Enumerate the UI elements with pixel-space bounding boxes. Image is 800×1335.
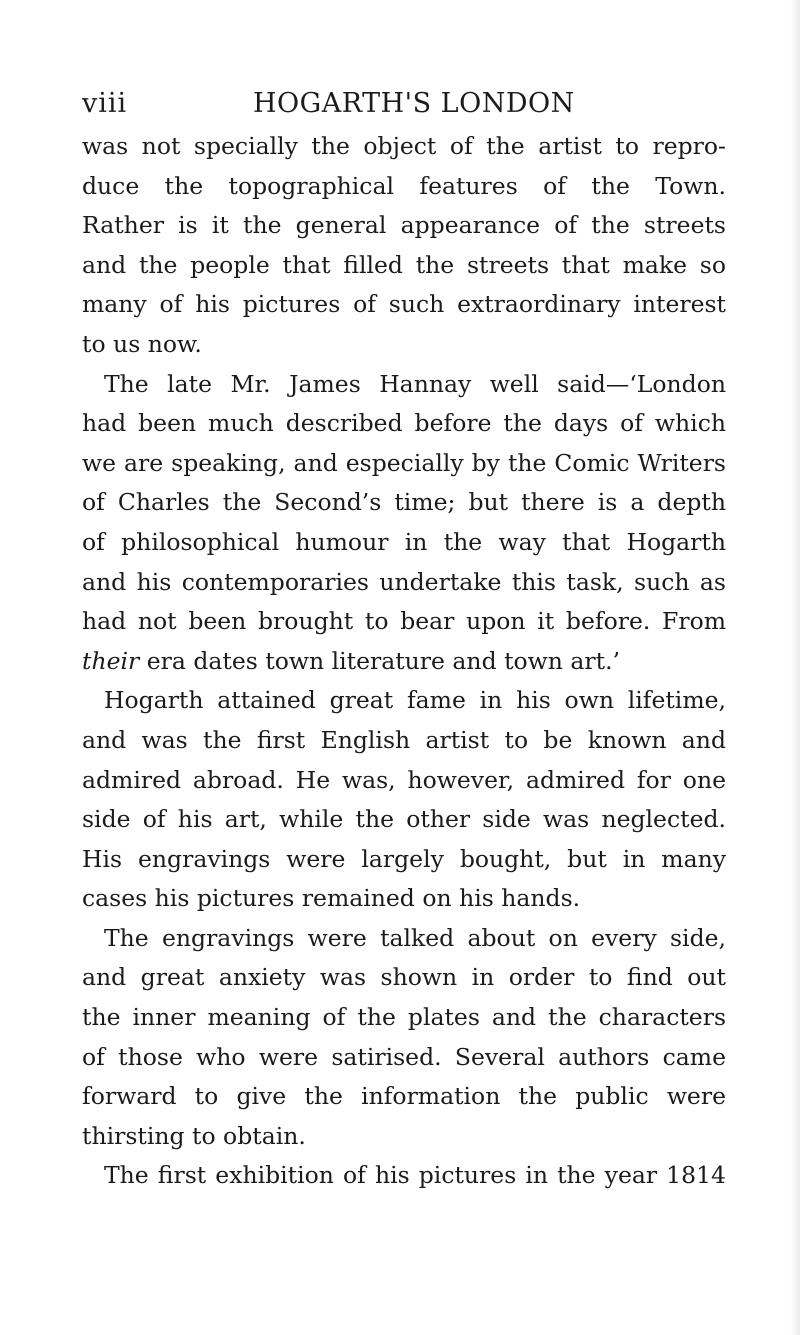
italic-word: their [82,646,140,675]
text-line: side of his art, while the other side was neglected. [82,805,726,834]
text-line: of Charles the Second’s time; but there is a depth [82,488,726,517]
text-line: and was the first English artist to be known and [82,725,726,754]
text-line: duce the topographical features of the Town. [82,171,726,200]
running-title: HOGARTH'S LONDON [253,88,575,119]
text-line: had been much described before the days of which [82,409,726,438]
running-head [82,88,722,128]
paragraph-end-line [82,642,726,682]
text-line: we are speaking, and especially by the Comic Writers [82,448,726,477]
paragraph-start-line: The first exhibition of his pictures in the year 1814 [104,1161,726,1190]
text-line: had not been brought to bear upon it before. From [82,607,726,636]
paragraph-end-line: thirsting to obtain. [82,1121,306,1150]
text-line: Rather is it the general appearance of the streets [82,211,726,240]
body-text [82,127,726,1196]
text-line: and the people that filled the streets that make so [82,250,726,279]
text-line: many of his pictures of such extraordinary interest [82,290,726,319]
text-line: admired abroad. He was, however, admired for one [82,765,726,794]
line-remainder: era dates town literature and town art.’ [146,646,621,675]
text-line: forward to give the information the public were [82,1082,726,1111]
paragraph-start-line: The engravings were talked about on every side, [104,923,726,952]
text-line: the inner meaning of the plates and the characters [82,1003,726,1032]
text-line: of philosophical humour in the way that Hogarth [82,527,726,556]
text-line: of those who were satirised. Several authors came [82,1042,726,1071]
paragraph-start-line: Hogarth attained great fame in his own lifetime, [104,686,726,715]
page-edge-shadow [790,0,800,1335]
text-line: and great anxiety was shown in order to find out [82,963,726,992]
paragraph-end-line: cases his pictures remained on his hands. [82,884,581,913]
paragraph-end-line: to us now. [82,329,202,358]
text-line: His engravings were largely bought, but in many [82,844,726,873]
text-line: and his contemporaries undertake this task, such as [82,567,726,596]
text-line: was not specially the object of the artist to repro- [82,132,726,160]
page-number: viii [82,88,128,119]
paragraph-start-line: The late Mr. James Hannay well said—‘London [104,369,726,398]
